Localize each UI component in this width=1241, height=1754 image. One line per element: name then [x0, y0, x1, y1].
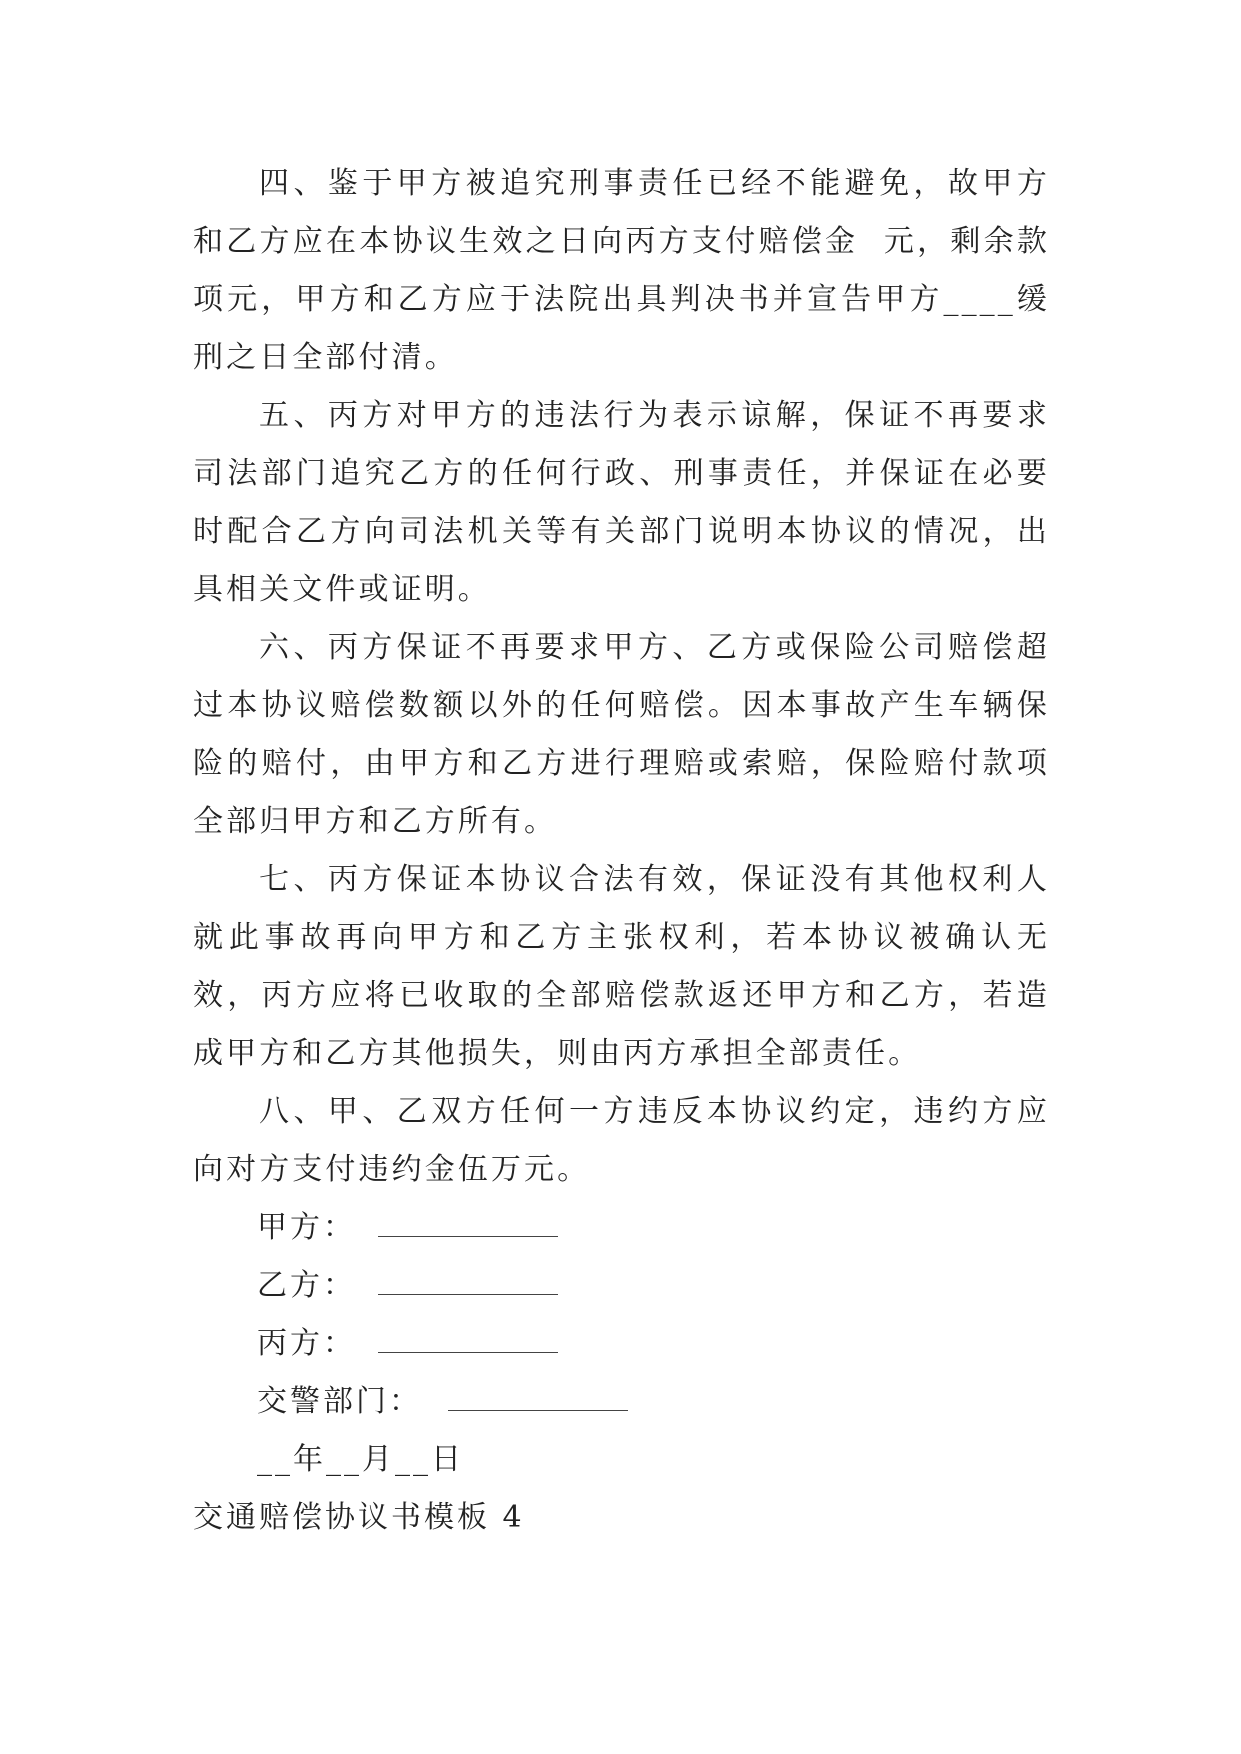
signature-party-a — [193, 1199, 1050, 1257]
date-line: __年__月__日 — [257, 1442, 464, 1477]
clause-6-paragraph: 六、丙方保证不再要求甲方、乙方或保险公司赔偿超过本协议赔偿数额以外的任何赔偿。因本事故产生车辆保险的赔付，由甲方和乙方进行理赔或索赔，保险赔付款项全部归甲方和乙方所有。 — [193, 630, 1050, 839]
document-body — [193, 155, 1050, 1547]
signature-party-c-blank — [378, 1324, 558, 1353]
signature-traffic-police-label: 交警部门： — [257, 1384, 422, 1419]
signature-traffic-police — [193, 1373, 1050, 1431]
signature-party-b-label: 乙方： — [257, 1268, 356, 1303]
signature-traffic-police-blank — [448, 1382, 628, 1411]
signature-party-a-label: 甲方： — [257, 1210, 356, 1245]
signature-party-b — [193, 1257, 1050, 1315]
signature-party-c-label: 丙方： — [257, 1326, 356, 1361]
clause-7-paragraph: 七、丙方保证本协议合法有效，保证没有其他权利人就此事故再向甲方和乙方主张权利，若本协议被确认无效，丙方应将已收取的全部赔偿款返还甲方和乙方，若造成甲方和乙方其他损失，则由丙方承担全部责任。 — [193, 862, 1050, 1071]
clause-4-paragraph: 四、鉴于甲方被追究刑事责任已经不能避免，故甲方和乙方应在本协议生效之日向丙方支付赔偿金 元，剩余款项元，甲方和乙方应于法院出具判决书并宣告甲方____缓刑之日全部付清。 — [193, 166, 1050, 375]
signature-block — [193, 1199, 1050, 1431]
next-document-title: 交通赔偿协议书模板 4 — [193, 1500, 525, 1535]
signature-party-b-blank — [378, 1266, 558, 1295]
clause-8-paragraph: 八、甲、乙双方任何一方违反本协议约定，违约方应向对方支付违约金伍万元。 — [193, 1094, 1050, 1187]
signature-party-c — [193, 1315, 1050, 1373]
clause-5-paragraph: 五、丙方对甲方的违法行为表示谅解，保证不再要求司法部门追究乙方的任何行政、刑事责任，并保证在必要时配合乙方向司法机关等有关部门说明本协议的情况，出具相关文件或证明。 — [193, 398, 1050, 607]
signature-party-a-blank — [378, 1208, 558, 1237]
